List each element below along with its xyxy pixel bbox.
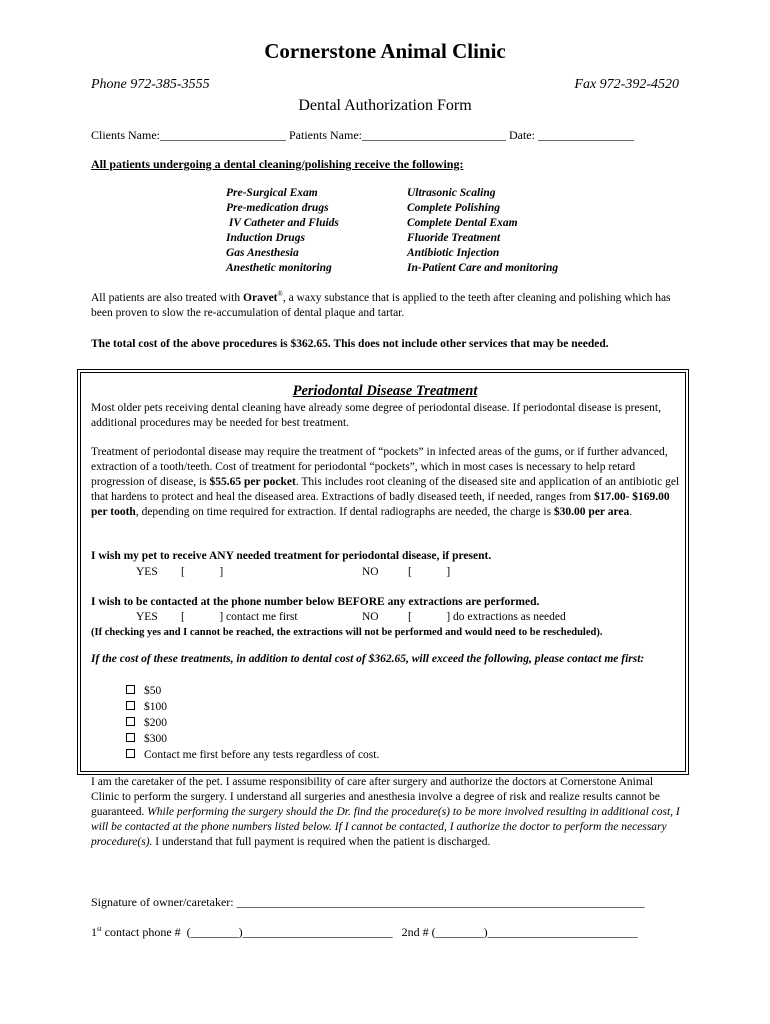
treatment-yes-label: YES (136, 566, 158, 578)
clinic-phone: Phone 972-385-3555 (91, 77, 210, 92)
service-item: Pre-medication drugs (226, 202, 329, 214)
clinic-name: Cornerstone Animal Clinic (264, 39, 506, 63)
contact-phone-line[interactable]: 1st contact phone # (________)_________________________ 2nd # (________)_________________________ (91, 925, 638, 939)
cost-limit-options (126, 683, 379, 763)
form-title: Dental Authorization Form (298, 97, 472, 114)
treatment-yes-field[interactable]: [ ] (181, 566, 224, 578)
contact-yes-field[interactable]: [ ] contact me first (181, 611, 298, 623)
service-item: IV Catheter and Fluids (226, 217, 339, 229)
cost-option-100[interactable]: $100 (126, 699, 379, 715)
service-item: Pre-Surgical Exam (226, 187, 318, 199)
service-item: Ultrasonic Scaling (407, 187, 496, 199)
service-item: Fluoride Treatment (407, 232, 501, 244)
clinic-fax: Fax 972-392-4520 (574, 77, 679, 92)
checkbox-icon[interactable] (126, 717, 135, 726)
service-item: Gas Anesthesia (226, 247, 299, 259)
cost-option-contact-first[interactable]: Contact me first before any tests regardless of cost. (126, 747, 379, 763)
treatment-no-field[interactable]: [ ] (408, 566, 451, 578)
contact-yes-label: YES (136, 611, 158, 623)
periodontal-details: Treatment of periodontal disease may require the treatment of “pockets” in infected areas of the gums, or if further advanced, extraction of a tooth/teeth. Cost of treatment for periodontal “pockets”, which in most cases is necessary to help retard progression of disease, is $55.65 per pocket. This includes root cleaning of the diseased site and application of an antibiotic gel that hardens to protect and heal the diseased area. Extractions of badly diseased teeth, if needed, ranges from $17.00- $169.00 per tooth, depending on time required for extraction. If dental radiographs are needed, the charge is $30.00 per area. (91, 446, 680, 518)
contact-no-field[interactable]: [ ] do extractions as needed (408, 611, 566, 623)
oravet-product: Oravet (243, 292, 278, 304)
contact-question: I wish to be contacted at the phone number below BEFORE any extractions are performed. (91, 596, 540, 608)
services-left-list (226, 186, 339, 276)
services-right-list (407, 186, 558, 276)
service-item: In-Patient Care and monitoring (407, 262, 559, 274)
periodontal-title: Periodontal Disease Treatment (292, 383, 478, 399)
cost-option-50[interactable]: $50 (126, 683, 379, 699)
treatment-no-label: NO (362, 566, 379, 578)
services-heading: All patients undergoing a dental cleaning/polishing receive the following: (91, 157, 464, 171)
service-item: Antibiotic Injection (407, 247, 500, 259)
caretaker-statement: I am the caretaker of the pet. I assume responsibility of care after surgery and authorize the doctors at Cornerstone Animal Clinic to perform the surgery. I understand all surgeries and anesthesia involve a degree of risk and realize results cannot be guaranteed. While performing the surgery should the Dr. find the procedure(s) to be more involved resulting in additional cost, I will be contacted at the phone numbers listed below. If I cannot be contacted, I authorize the doctor to perform the necessary procedure(s). I understand that full payment is required when the patient is discharged. (91, 776, 680, 848)
service-item: Complete Polishing (407, 202, 500, 214)
checkbox-icon[interactable] (126, 701, 135, 710)
service-item: Anesthetic monitoring (226, 262, 332, 274)
signature-line[interactable]: Signature of owner/caretaker: ____________________________________________________________________ (91, 895, 645, 909)
oravet-paragraph: All patients are also treated with Oravet®, a waxy substance that is applied to the teeth after cleaning and polishing which has been proven to slow the re-accumulation of dental plaque and tartar. (91, 290, 671, 319)
cost-limit-question: If the cost of these treatments, in addition to dental cost of $362.65, will exceed the following, please contact me first: (91, 653, 645, 665)
cost-option-200[interactable]: $200 (126, 715, 379, 731)
client-info-line[interactable]: Clients Name:_____________________ Patients Name:________________________ Date: ________________ (91, 128, 634, 142)
service-item: Complete Dental Exam (407, 217, 518, 229)
contact-no-label: NO (362, 611, 379, 623)
total-cost: The total cost of the above procedures is $362.65. This does not include other services that may be needed. (91, 338, 609, 350)
reschedule-note: (If checking yes and I cannot be reached, the extractions will not be performed and would need to be rescheduled). (91, 627, 603, 638)
service-item: Induction Drugs (226, 232, 305, 244)
treatment-question: I wish my pet to receive ANY needed treatment for periodontal disease, if present. (91, 550, 492, 562)
periodontal-intro: Most older pets receiving dental cleaning have already some degree of periodontal disease. If periodontal disease is present, additional procedures may be needed for best treatment. (91, 402, 662, 429)
checkbox-icon[interactable] (126, 685, 135, 694)
checkbox-icon[interactable] (126, 733, 135, 742)
checkbox-icon[interactable] (126, 749, 135, 758)
cost-option-300[interactable]: $300 (126, 731, 379, 747)
